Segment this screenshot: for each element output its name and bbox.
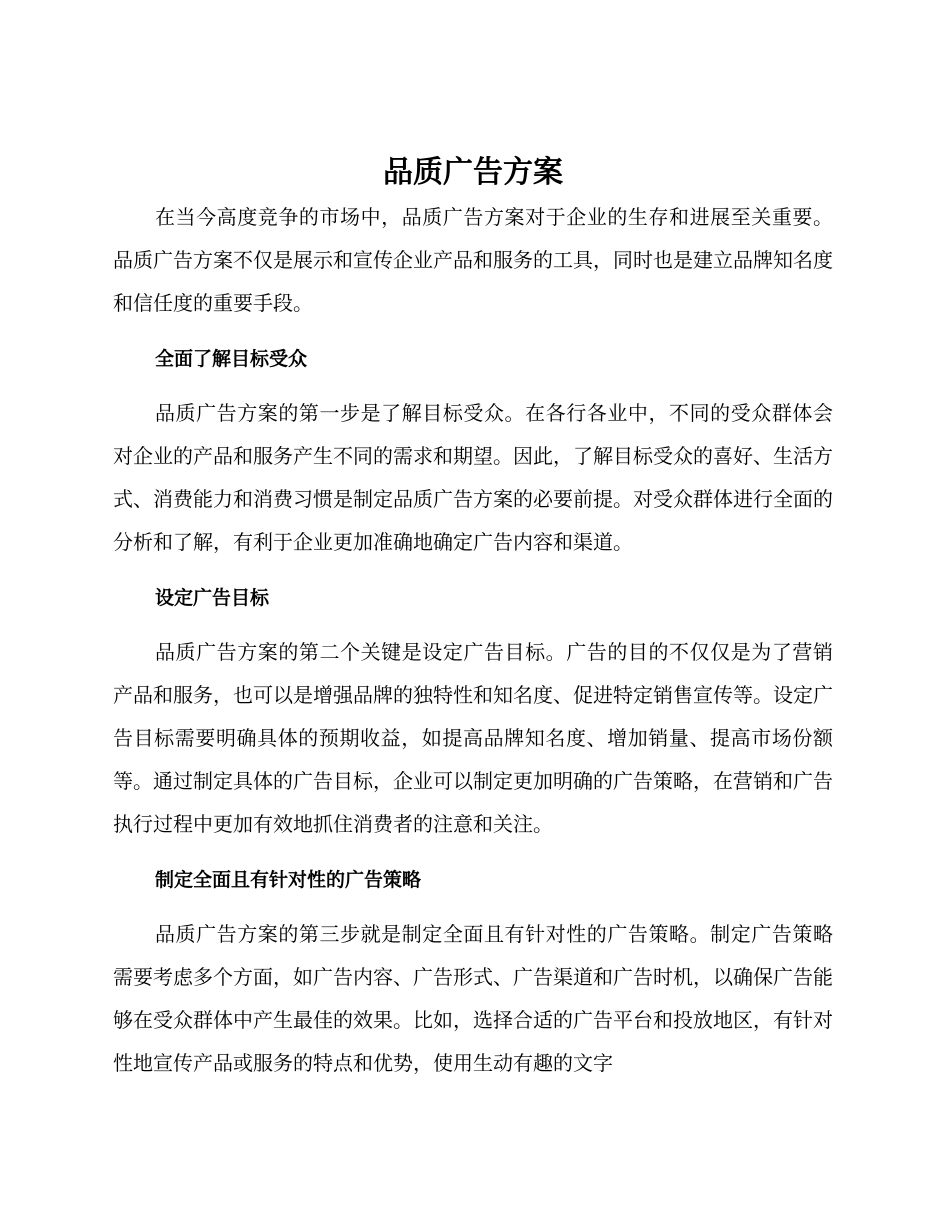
section-heading-strategy: 制定全面且有针对性的广告策略 (155, 869, 422, 891)
document-page (113, 150, 833, 1085)
section-heading-goals: 设定广告目标 (155, 587, 270, 609)
section-body-goals: 品质广告方案的第二个关键是设定广告目标。广告的目的不仅仅是为了营销产品和服务，也可以是增强品牌的独特性和知名度、促进特定销售宣传等。设定广告目标需要明确具体的预期收益，如提高品牌知名度、增加销量、提高市场份额等。通过制定具体的广告目标，企业可以制定更加明确的广告策略，在营销和广告执行过程中更加有效地抓住消费者的注意和关注。 (113, 640, 833, 836)
intro-paragraph: 在当今高度竞争的市场中，品质广告方案对于企业的生存和进展至关重要。品质广告方案不仅是展示和宣传企业产品和服务的工具，同时也是建立品牌知名度和信任度的重要手段。 (113, 205, 833, 315)
section-heading-audience: 全面了解目标受众 (155, 348, 308, 370)
section-body-strategy: 品质广告方案的第三步就是制定全面且有针对性的广告策略。制定广告策略需要考虑多个方面，如广告内容、广告形式、广告渠道和广告时机，以确保广告能够在受众群体中产生最佳的效果。比如，选择合适的广告平台和投放地区，有针对性地宣传产品或服务的特点和优势，使用生动有趣的文字 (113, 922, 833, 1075)
section-body-audience: 品质广告方案的第一步是了解目标受众。在各行各业中，不同的受众群体会对企业的产品和服务产生不同的需求和期望。因此，了解目标受众的喜好、生活方式、消费能力和消费习惯是制定品质广告方案的必要前提。对受众群体进行全面的分析和了解，有利于企业更加准确地确定广告内容和渠道。 (113, 401, 833, 554)
document-title: 品质广告方案 (383, 155, 563, 190)
